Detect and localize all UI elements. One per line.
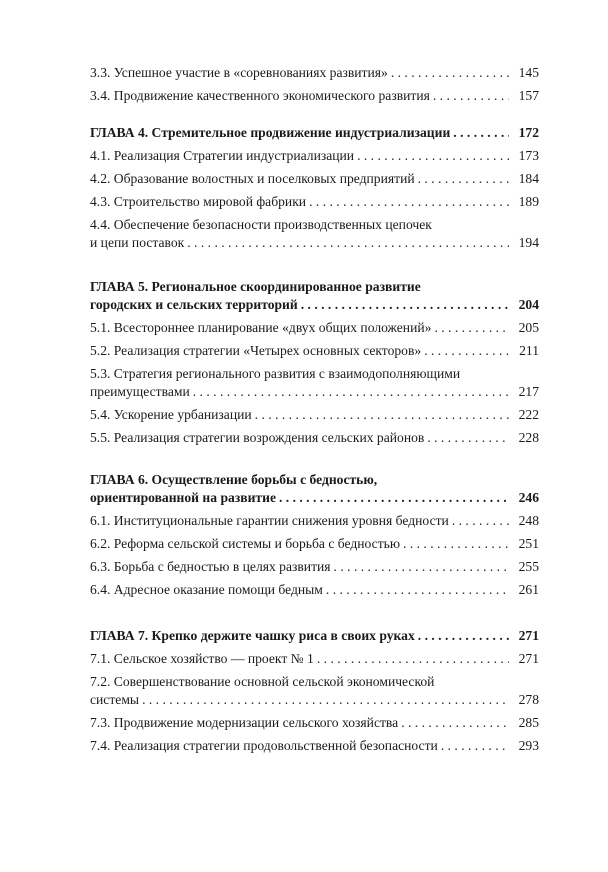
toc-entry-title: 5.2. Реализация стратегии «Четырех основных секторов»	[90, 343, 422, 358]
toc-entry-page: 261	[518, 582, 539, 597]
dot-leader	[424, 342, 509, 360]
toc-entry-7-2	[90, 673, 539, 709]
toc-entry-title: 4.2. Образование волостных и поселковых предприятий	[90, 171, 415, 186]
dot-leader	[193, 383, 509, 401]
dot-leader	[441, 737, 509, 755]
toc-entry-page: 211	[519, 343, 539, 358]
dot-leader	[427, 429, 509, 447]
toc-entry-title: 6.4. Адресное оказание помощи бедным	[90, 582, 323, 597]
dot-leader	[452, 512, 509, 530]
toc-entry-title: 3.4. Продвижение качественного экономического развития	[90, 88, 430, 103]
toc-entry-5-5	[90, 429, 539, 447]
toc-entry-3-4	[90, 87, 539, 105]
toc-entry-page: 173	[518, 148, 539, 163]
dot-leader	[418, 170, 509, 188]
toc-entry-title-line1: 5.3. Стратегия регионального развития с взаимодополняющими	[90, 366, 461, 381]
toc-entry-title: 7.1. Сельское хозяйство — проект № 1	[90, 651, 314, 666]
toc-entry-title: 6.1. Институциональные гарантии снижения уровня бедности	[90, 513, 449, 528]
chapter-page: 246	[518, 490, 539, 505]
toc-entry-page: 278	[518, 692, 539, 707]
chapter-page: 204	[518, 297, 539, 312]
toc-entry-page: 255	[518, 559, 539, 574]
toc-entry-page: 145	[518, 65, 539, 80]
dot-leader	[434, 319, 509, 337]
toc-entry-title: 7.3. Продвижение модернизации сельского хозяйства	[90, 715, 399, 730]
toc-entry-page: 217	[518, 384, 539, 399]
toc-entry-6-3	[90, 558, 539, 576]
toc-entry-title: 5.4. Ускорение урбанизации	[90, 407, 252, 422]
table-of-contents	[90, 64, 539, 755]
toc-entry-5-2	[90, 342, 539, 360]
dot-leader	[391, 64, 509, 82]
toc-entry-page: 248	[518, 513, 539, 528]
toc-entry-page: 285	[518, 715, 539, 730]
dot-leader	[255, 406, 509, 424]
dot-leader	[418, 627, 509, 645]
dot-leader	[317, 650, 509, 668]
toc-entry-title: системы	[90, 692, 140, 707]
chapter-page: 172	[518, 125, 539, 140]
toc-entry-title: 6.2. Реформа сельской системы и борьба с бедностью	[90, 536, 401, 551]
toc-entry-5-1	[90, 319, 539, 337]
toc-entry-title: 4.1. Реализация Стратегии индустриализации	[90, 148, 355, 163]
dot-leader	[326, 581, 509, 599]
toc-entry-4-2	[90, 170, 539, 188]
toc-entry-7-1	[90, 650, 539, 668]
toc-entry-title: 4.3. Строительство мировой фабрики	[90, 194, 307, 209]
dot-leader	[142, 691, 509, 709]
toc-entry-title-line1: 4.4. Обеспечение безопасности производственных цепочек	[90, 217, 432, 232]
toc-entry-5-4	[90, 406, 539, 424]
toc-chapter-7	[90, 627, 539, 645]
chapter-title: ГЛАВА 7. Крепко держите чашку риса в своих руках	[90, 628, 415, 643]
toc-entry-4-4	[90, 216, 539, 252]
dot-leader	[187, 234, 509, 252]
chapter-title-line1: ГЛАВА 5. Региональное скоординированное развитие	[90, 279, 421, 294]
dot-leader	[401, 714, 509, 732]
toc-entry-page: 184	[518, 171, 539, 186]
toc-entry-page: 271	[518, 651, 539, 666]
dot-leader	[279, 489, 509, 507]
dot-leader	[334, 558, 509, 576]
toc-entry-page: 157	[518, 88, 539, 103]
toc-entry-title: 6.3. Борьба с бедностью в целях развития	[90, 559, 331, 574]
toc-entry-3-3	[90, 64, 539, 82]
chapter-title-line1: ГЛАВА 6. Осуществление борьбы с бедностью,	[90, 472, 378, 487]
toc-entry-title: 7.4. Реализация стратегии продовольственной безопасности	[90, 738, 438, 753]
toc-entry-4-3	[90, 193, 539, 211]
dot-leader	[357, 147, 509, 165]
toc-chapter-6	[90, 471, 539, 507]
toc-entry-5-3	[90, 365, 539, 401]
toc-entry-title: преимуществами	[90, 384, 190, 399]
dot-leader	[403, 535, 509, 553]
toc-entry-7-3	[90, 714, 539, 732]
toc-entry-page: 222	[518, 407, 539, 422]
toc-entry-6-1	[90, 512, 539, 530]
toc-entry-4-1	[90, 147, 539, 165]
dot-leader	[301, 296, 509, 314]
chapter-title: ориентированной на развитие	[90, 490, 276, 505]
toc-entry-6-4	[90, 581, 539, 599]
chapter-title: ГЛАВА 4. Стремительное продвижение индустриализации	[90, 125, 451, 140]
toc-entry-6-2	[90, 535, 539, 553]
toc-entry-7-4	[90, 737, 539, 755]
dot-leader	[433, 87, 509, 105]
toc-entry-page: 205	[518, 320, 539, 335]
chapter-title: городских и сельских территорий	[90, 297, 298, 312]
toc-entry-title: 5.5. Реализация стратегии возрождения сельских районов	[90, 430, 425, 445]
toc-entry-title: 5.1. Всестороннее планирование «двух общих положений»	[90, 320, 432, 335]
toc-entry-page: 228	[518, 430, 539, 445]
chapter-page: 271	[518, 628, 539, 643]
toc-chapter-5	[90, 278, 539, 314]
toc-entry-title: 3.3. Успешное участие в «соревнованиях развития»	[90, 65, 388, 80]
toc-entry-page: 189	[518, 194, 539, 209]
toc-entry-title: и цепи поставок	[90, 235, 185, 250]
toc-entry-page: 251	[518, 536, 539, 551]
toc-entry-page: 293	[518, 738, 539, 753]
dot-leader	[453, 124, 509, 142]
dot-leader	[309, 193, 509, 211]
toc-entry-title-line1: 7.2. Совершенствование основной сельской экономической	[90, 674, 435, 689]
toc-chapter-4	[90, 124, 539, 142]
toc-entry-page: 194	[518, 235, 539, 250]
